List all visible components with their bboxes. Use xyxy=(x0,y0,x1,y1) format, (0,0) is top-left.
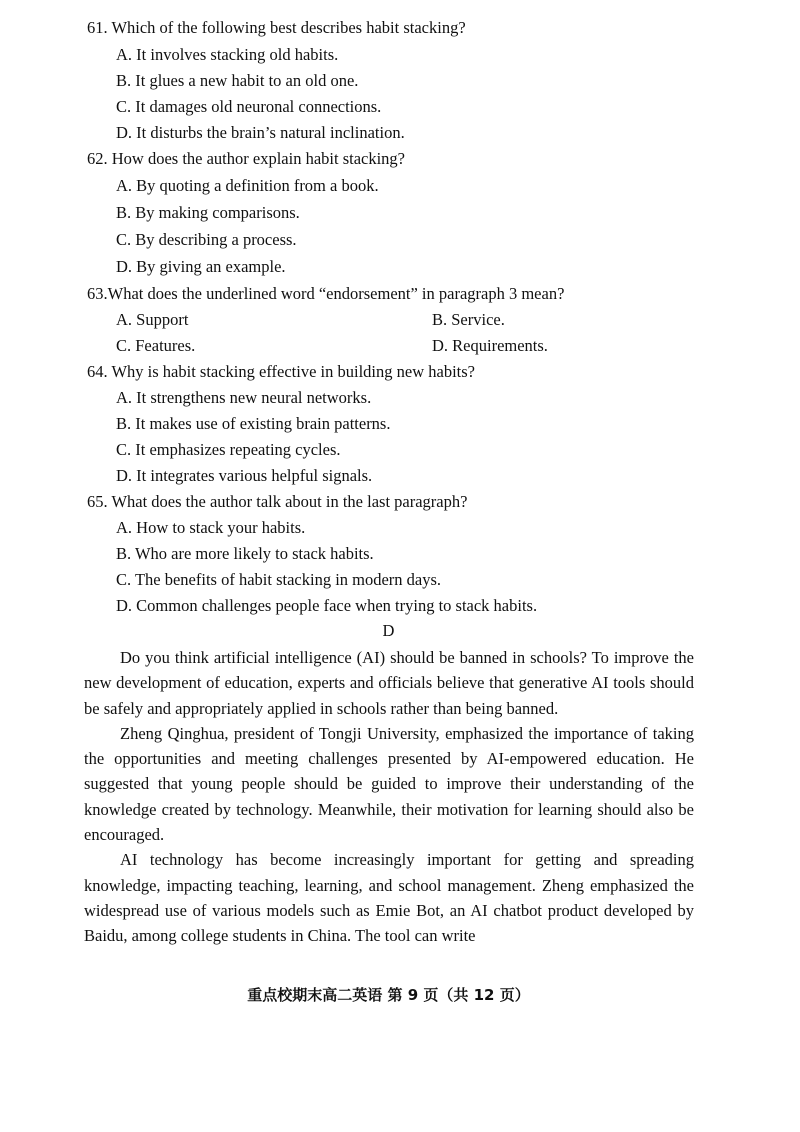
question-65-option-d: D. Common challenges people face when trying to stack habits. xyxy=(116,596,538,615)
question-61-stem: 61. Which of the following best describes habit stacking? xyxy=(87,18,466,37)
passage-paragraph-1: Do you think artificial intelligence (AI) should be banned in schools? To improve the new development of education, experts and officials believe that generative AI tools should be safely and appropriately applied in schools rather than being banned. xyxy=(84,648,694,718)
question-64-option-c: C. It emphasizes repeating cycles. xyxy=(116,440,341,459)
question-65-option-c: C. The benefits of habit stacking in modern days. xyxy=(116,570,442,589)
question-65-stem: 65. What does the author talk about in the last paragraph? xyxy=(87,492,468,511)
question-61-option-b: B. It glues a new habit to an old one. xyxy=(116,71,359,90)
passage xyxy=(84,645,694,949)
passage-paragraph-2: Zheng Qinghua, president of Tongji University, emphasized the importance of taking the opportunities and meeting challenges presented by AI-empowered education. He suggested that young people should be guided to improve their understanding of the knowledge created by technology. Meanwhile, their motivation for learning should also be encouraged. xyxy=(84,723,694,845)
question-62-option-c: C. By describing a process. xyxy=(116,230,297,249)
question-63-option-d: D. Requirements. xyxy=(432,336,548,355)
question-62-stem: 62. How does the author explain habit stacking? xyxy=(87,149,406,168)
question-64-option-a: A. It strengthens new neural networks. xyxy=(116,388,372,407)
page-footer: 重点校期末高二英语 第 9 页（共 12 页） xyxy=(247,986,530,1004)
passage-paragraph-3: AI technology has become increasingly important for getting and spreading knowledge, impacting teaching, learning, and school management. Zheng emphasized the widespread use of various models such as Emie Bot, an AI chatbot product developed by Baidu, among college students in China. The tool can write xyxy=(84,850,694,946)
question-63-option-b: B. Service. xyxy=(432,310,505,329)
question-63-stem: 63.What does the underlined word “endorsement” in paragraph 3 mean? xyxy=(87,284,565,303)
question-65-option-b: B. Who are more likely to stack habits. xyxy=(116,544,374,563)
question-62-option-b: B. By making comparisons. xyxy=(116,203,300,222)
question-64-stem: 64. Why is habit stacking effective in building new habits? xyxy=(87,362,475,381)
section-heading: D xyxy=(382,621,395,640)
question-62-option-d: D. By giving an example. xyxy=(116,257,286,276)
question-65-option-a: A. How to stack your habits. xyxy=(116,518,306,537)
question-63-option-a: A. Support xyxy=(116,310,189,329)
question-64-option-d: D. It integrates various helpful signals. xyxy=(116,466,373,485)
question-61-option-a: A. It involves stacking old habits. xyxy=(116,45,339,64)
question-61-option-c: C. It damages old neuronal connections. xyxy=(116,97,382,116)
question-62-option-a: A. By quoting a definition from a book. xyxy=(116,176,379,195)
question-64-option-b: B. It makes use of existing brain patterns. xyxy=(116,414,391,433)
question-61-option-d: D. It disturbs the brain’s natural inclination. xyxy=(116,123,405,142)
question-63-option-c: C. Features. xyxy=(116,336,196,355)
